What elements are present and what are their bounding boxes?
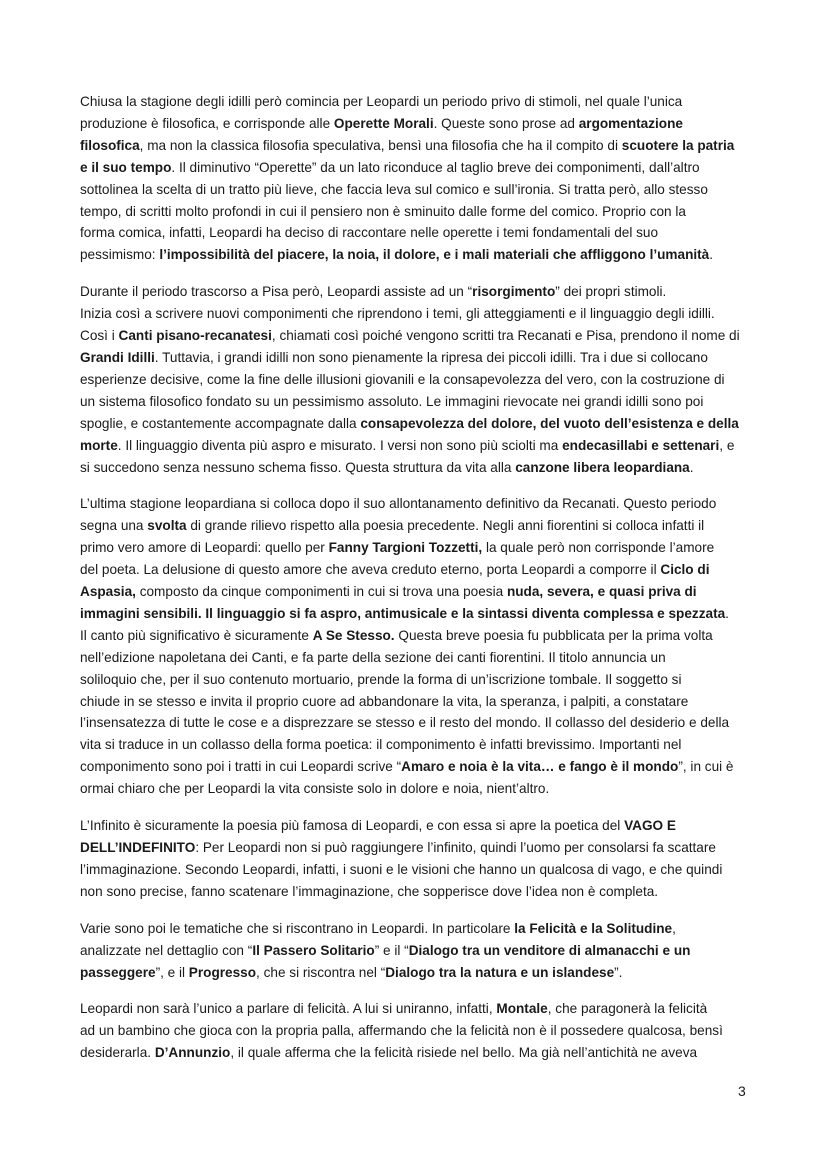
text-run: Leopardi non sarà l’unico a parlare di felicità. A lui si uniranno, infatti, — [80, 1001, 497, 1017]
text-run: . — [709, 247, 714, 263]
bold-text: Dialogo tra un venditore di almanacchi e un passeggere — [80, 942, 691, 980]
text-run: Durante il periodo trascorso a Pisa però, Leopardi assiste ad un “ — [80, 284, 473, 300]
paragraph — [80, 998, 762, 1064]
bold-text: Montale — [496, 1001, 548, 1017]
text-run: ”, in cui è ormai chiaro che per Leopardi la vita consiste solo in dolore e noia, nient’altro. — [80, 759, 734, 797]
text-run: la quale però non corrisponde l’amore del poeta. La delusione di questo amore che aveva creduto eterno, porta Leopardi a comporre il — [80, 540, 715, 578]
text-run: , analizzate nel dettaglio con “ — [80, 920, 676, 958]
bold-text: consapevolezza del dolore, del vuoto dell’esistenza e della morte — [80, 415, 739, 453]
bold-text: risorgimento — [472, 284, 556, 300]
text-run: . — [689, 459, 694, 475]
text-run: . Il linguaggio diventa più aspro e misurato. I versi non sono più sciolti ma — [117, 437, 563, 453]
bold-text: nuda, severa, e quasi priva di immagini sensibili. Il linguaggio si fa aspro, antimusicale e la sintassi diventa complessa e spezzata — [80, 584, 726, 621]
bold-text: scuotere la patria e il suo tempo — [80, 137, 735, 175]
bold-text: Fanny Targioni Tozzetti, — [328, 540, 483, 556]
text-run: Chiusa la stagione degli idilli però comincia per Leopardi un periodo privo di stimoli, nel quale l’unica produzione è filosofica, e corrisponde alle — [80, 94, 683, 131]
bold-text: endecasillabi e settenari — [562, 437, 720, 453]
document-body — [80, 91, 762, 1079]
text-run: . Il diminutivo “Operette” da un lato riconduce al taglio breve dei componimenti, dall’altro sottolinea la scelta di un tratto più lieve, che faccia leva sul comico e sull’ironia. Si tratta però, allo stesso tempo, di scritti molto profondi in cui il pensiero non è sminuito dalle forme del comico. Proprio con la forma comica, infatti, Leopardi ha deciso di raccontare nelle operette i temi fondamentali del suo pessimismo: — [80, 159, 708, 263]
paragraph — [80, 815, 762, 903]
bold-text: Operette Morali — [333, 115, 434, 131]
bold-text: canzone libera leopardiana — [515, 459, 690, 475]
text-run: . Queste sono prose ad — [433, 115, 579, 131]
bold-text: Amaro e noia è la vita… e fango è il mondo — [401, 759, 679, 775]
text-run: ” e il “ — [374, 942, 409, 958]
bold-text: Grandi Idilli — [80, 349, 155, 365]
text-run: : Per Leopardi non si può raggiungere l’infinito, quindi l’uomo per consolarsi fa scattare l’immaginazione. Secondo Leopardi, infatti, i suoni e le visioni che hanno un qualcosa di vago, e che quindi non sono precise, fanno scatenare l’immaginazione, che sopperisce dove l’idea non è completa. — [80, 840, 723, 899]
bold-text: Dialogo tra la natura e un islandese — [385, 964, 615, 980]
text-run: , il quale afferma che la felicità risiede nel bello. Ma già nell’antichità ne aveva — [230, 1045, 698, 1061]
bold-text: Il Passero Solitario — [252, 942, 375, 958]
text-run: di grande rilievo rispetto alla poesia precedente. Negli anni fiorentini si colloca infatti il primo vero amore di Leopardi: quello per — [80, 518, 705, 556]
text-run: , e si succedono senza nessuno schema fisso. Questa struttura da vita alla — [80, 437, 735, 475]
paragraph — [80, 281, 762, 478]
bold-text: D’Annunzio — [154, 1045, 231, 1061]
text-run: composto da cinque componimenti in cui si trova una poesia — [135, 584, 507, 600]
text-run: , ma non la classica filosofia speculativa, bensì una filosofia che ha il compito di — [139, 137, 622, 153]
text-run: , che paragonerà la felicità ad un bambino che gioca con la propria palla, affermando che la felicità non è il possedere qualcosa, bensì desiderarla. — [80, 1001, 723, 1061]
bold-text: A Se Stesso. — [312, 627, 395, 643]
text-run: Questa breve poesia fu pubblicata per la prima volta nell’edizione napoletana dei Canti, e fa parte della sezione dei canti fiorentini. Il titolo annuncia un soliloquio che, per il suo contenuto mortuario, prende la forma di un’iscrizione tombale. Il soggetto si chiude in se stesso e invita il proprio cuore ad abbandonare la vita, la speranza, i palpiti, a constatare l’insensatezza di tutte le cose e a disprezzare se stesso e il resto del mondo. Il collasso del desiderio e della vita si traduce in un collasso della forma poetica: il componimento è infatti brevissimo. Importanti nel componimento sono poi i tratti in cui Leopardi scrive “ — [80, 627, 730, 775]
text-run: . Tuttavia, i grandi idilli non sono pienamente la ripresa dei piccoli idilli. Tra i due si collocano esperienze decisive, come la fine delle illusioni giovanili e la consapevolezza del vero, con la costruzione di un sistema filosofico fondato su un pessimismo assoluto. Le immagini rievocate nei grandi idilli sono poi spoglie, e costantemente accompagnate dalla — [80, 349, 725, 431]
bold-text: l’impossibilità del piacere, la noia, il dolore, e i mali materiali che affliggono l’umanità — [159, 247, 710, 263]
text-run: L’Infinito è sicuramente la poesia più famosa di Leopardi, e con essa si apre la poetica del — [80, 818, 625, 834]
text-run: ” dei propri stimoli. Inizia così a scrivere nuovi componimenti che riprendono i temi, gli atteggiamenti e il linguaggio degli idilli. Così i — [80, 284, 715, 344]
text-run: ”, e il — [155, 964, 189, 980]
bold-text: Ciclo di Aspasia, — [80, 562, 710, 600]
paragraph — [80, 493, 762, 800]
paragraph — [80, 91, 762, 266]
bold-text: la Felicità e la Solitudine — [514, 920, 673, 936]
bold-text: svolta — [147, 518, 187, 534]
bold-text: VAGO E DELL’INDEFINITO — [80, 818, 676, 855]
bold-text: Canti pisano-recanatesi — [118, 328, 272, 344]
paragraph — [80, 918, 762, 984]
text-run: L’ultima stagione leopardiana si colloca dopo il suo allontanamento definitivo da Recanati. Questo periodo segna una — [80, 496, 717, 534]
text-run: ”. — [614, 964, 623, 980]
text-run: . Il canto più significativo è sicuramente — [80, 605, 729, 643]
text-run: Varie sono poi le tematiche che si riscontrano in Leopardi. In particolare — [80, 920, 515, 936]
text-run: , che si riscontra nel “ — [256, 964, 386, 980]
text-run: , chiamati così poiché vengono scritti tra Recanati e Pisa, prendono il nome di — [271, 328, 740, 344]
page-number: 3 — [738, 1083, 746, 1099]
bold-text: argomentazione filosofica — [80, 115, 683, 153]
bold-text: Progresso — [188, 964, 257, 980]
